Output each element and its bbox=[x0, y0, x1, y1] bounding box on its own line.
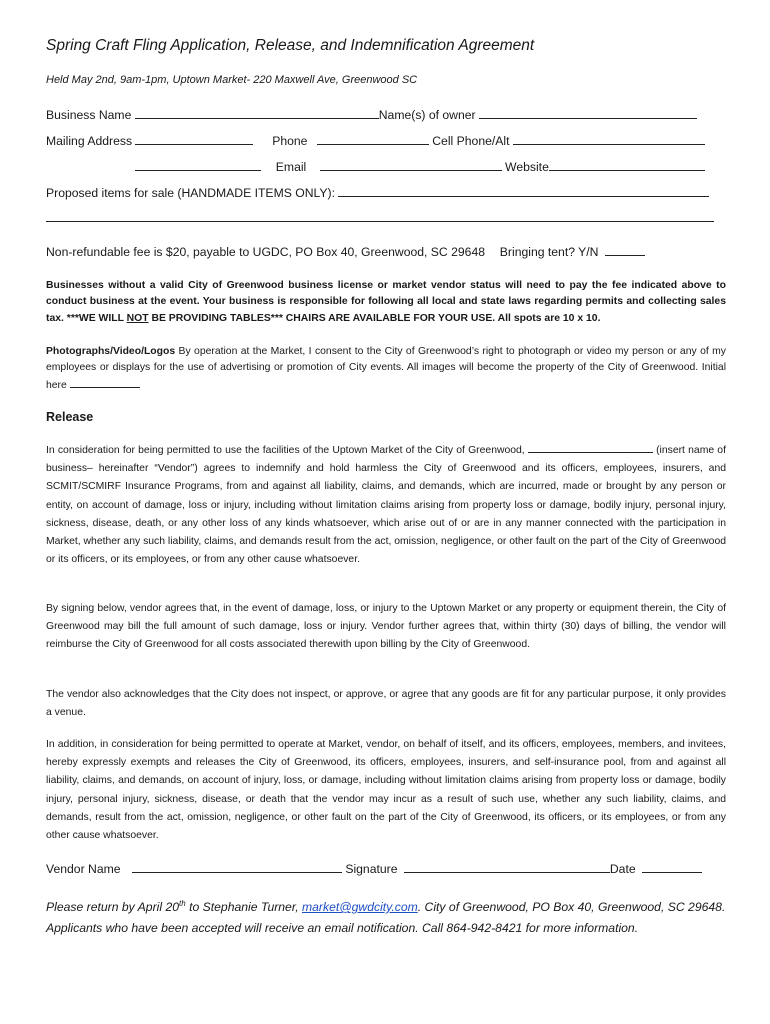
release-paragraph-4: In addition, in consideration for being permitted to operate at Market, vendor, on behalf of itself, and its officers, employees, members, and invitees, hereby expressly exempts and releases the City of Greenwood, its officers, employees, insurers, and self-insurance pool, from and against all liability, claims, and demands, on account of injury, loss, or damage, including without limitation claims arising from property loss or damage, bodily injury, personal injury, sickness, disease, or death that the vendor may incur as a result of such use, whether any such liability, claims, and demands, result from the act, omission, negligence, or other fault on the part of the City of Greenwood, its officers, or its employees, or from any other cause whatsoever. bbox=[46, 739, 726, 842]
mailing-address-line2-field[interactable] bbox=[135, 158, 261, 171]
event-details: Held May 2nd, 9am-1pm, Uptown Market- 220 Maxwell Ave, Greenwood SC bbox=[46, 74, 418, 86]
notice-emphasis: NOT bbox=[126, 312, 149, 324]
release-paragraph-2: By signing below, vendor agrees that, in the event of damage, loss, or injury to the Uptown Market or any property or equipment therein, the City of Greenwood may bill the full amount of such damage, loss or injury. Vendor further agrees that, within thirty (30) days of billing, the vendor will reimburse the City of Greenwood for all costs associated therewith upon billing by the City of Greenwood. bbox=[46, 603, 726, 651]
release-heading: Release bbox=[46, 410, 94, 424]
page-title: Spring Craft Fling Application, Release, and Indemnification Agreement bbox=[46, 37, 535, 54]
business-notice bbox=[46, 278, 726, 327]
owner-names-label: Name(s) of owner bbox=[378, 108, 476, 122]
signature-label: Signature bbox=[345, 862, 398, 876]
mailing-address-label: Mailing Address bbox=[46, 134, 133, 148]
photo-consent-title: Photographs/Video/Logos bbox=[46, 346, 176, 357]
notice-text-2: BE PROVIDING TABLES*** CHAIRS ARE AVAILABLE FOR YOUR USE. All spots are 10 x 10. bbox=[148, 312, 601, 324]
notice-text-1: Businesses without a valid City of Greenwood business license or market vendor status will need to pay the fee indicated above to conduct business at the event. Your business is responsible for following all local and state laws regarding permits and collecting sales tax. ***WE WILL bbox=[46, 280, 726, 324]
mailing-address-field[interactable] bbox=[135, 132, 253, 145]
photo-consent bbox=[46, 344, 726, 394]
proposed-items-label: Proposed items for sale (HANDMADE ITEMS ONLY): bbox=[46, 186, 335, 200]
proposed-items-row bbox=[46, 184, 709, 200]
fee-row bbox=[46, 243, 645, 259]
date-label: Date bbox=[609, 862, 636, 876]
phone-label: Phone bbox=[272, 134, 308, 148]
footer-text-3: . City of Greenwood, PO Box 40, Greenwood, SC 29648. Applicants who have been accepted will receive an email notification. Call 864-942-8421 for more information. bbox=[46, 900, 726, 936]
proposed-items-field[interactable] bbox=[338, 184, 709, 197]
release-paragraph-3: The vendor also acknowledges that the City does not inspect, or approve, or agree that any goods are fit for any particular purpose, it only provides a venue. bbox=[46, 689, 726, 719]
footer-text-2: to Stephanie Turner, bbox=[185, 900, 302, 915]
footer-text-1: Please return by April 20 bbox=[46, 900, 180, 915]
mailing-row bbox=[46, 132, 705, 148]
release-paragraph-1 bbox=[46, 442, 726, 569]
website-field[interactable] bbox=[549, 158, 705, 171]
fee-text: Non-refundable fee is $20, payable to UGDC, PO Box 40, Greenwood, SC 29648 bbox=[46, 245, 486, 259]
business-row bbox=[46, 106, 697, 122]
email-field[interactable] bbox=[320, 158, 502, 171]
cell-phone-field[interactable] bbox=[513, 132, 705, 145]
proposed-items-field-2[interactable] bbox=[46, 209, 714, 222]
initial-field[interactable] bbox=[70, 377, 140, 388]
phone-field[interactable] bbox=[317, 132, 429, 145]
business-name-field[interactable] bbox=[135, 106, 379, 119]
proposed-items-row-2 bbox=[46, 209, 714, 225]
business-name-release-field[interactable] bbox=[528, 442, 653, 453]
footer-superscript: th bbox=[179, 899, 186, 908]
tent-field[interactable] bbox=[605, 243, 645, 256]
photo-consent-text: By operation at the Market, I consent to the City of Greenwood’s right to photograph or video my person or any of my employees or displays for the use of advertising or promotion of City events. All images will become the property of the City of Greenwood. Initial here bbox=[46, 346, 726, 391]
email-label: Email bbox=[275, 160, 307, 174]
tent-label: Bringing tent? Y/N bbox=[499, 245, 599, 259]
business-name-label: Business Name bbox=[46, 108, 132, 122]
owner-names-field[interactable] bbox=[479, 106, 697, 119]
signature-field[interactable] bbox=[404, 860, 610, 873]
date-field[interactable] bbox=[642, 860, 702, 873]
email-row bbox=[46, 158, 705, 174]
website-label: Website bbox=[505, 160, 549, 174]
return-instructions bbox=[46, 893, 726, 939]
cell-phone-label: Cell Phone/Alt bbox=[432, 134, 510, 148]
contact-email-link[interactable]: market@gwdcity.com bbox=[302, 900, 418, 915]
vendor-name-field[interactable] bbox=[132, 860, 342, 873]
release-p1-rest: (insert name of business– hereinafter “Vendor”) agrees to indemnify and hold harmless the City of Greenwood and its officers, employees, insurers, and SCMIT/SCMIRF Insurance Programs, from and against all liability, claims, and demands, which are incurred, made or brought by any person or entity, on account of damage, loss or injury, including without limitation claims arising from property loss or damage, bodily injury, personal injury, sickness, disease, death, or any other loss of any kinds whatsoever, which arise out of or are in any manner connected with the participation in Market, whether any such liability, claims, and demands result from the act, omission, negligence, or other fault on the part of the City of Greenwood or its officers, or its employees, or from any other cause whatsoever. bbox=[46, 445, 726, 566]
signature-row bbox=[46, 860, 702, 876]
release-p1-start: In consideration for being permitted to use the facilities of the Uptown Market of the City of Greenwood, bbox=[46, 445, 525, 456]
vendor-name-label: Vendor Name bbox=[46, 862, 121, 876]
